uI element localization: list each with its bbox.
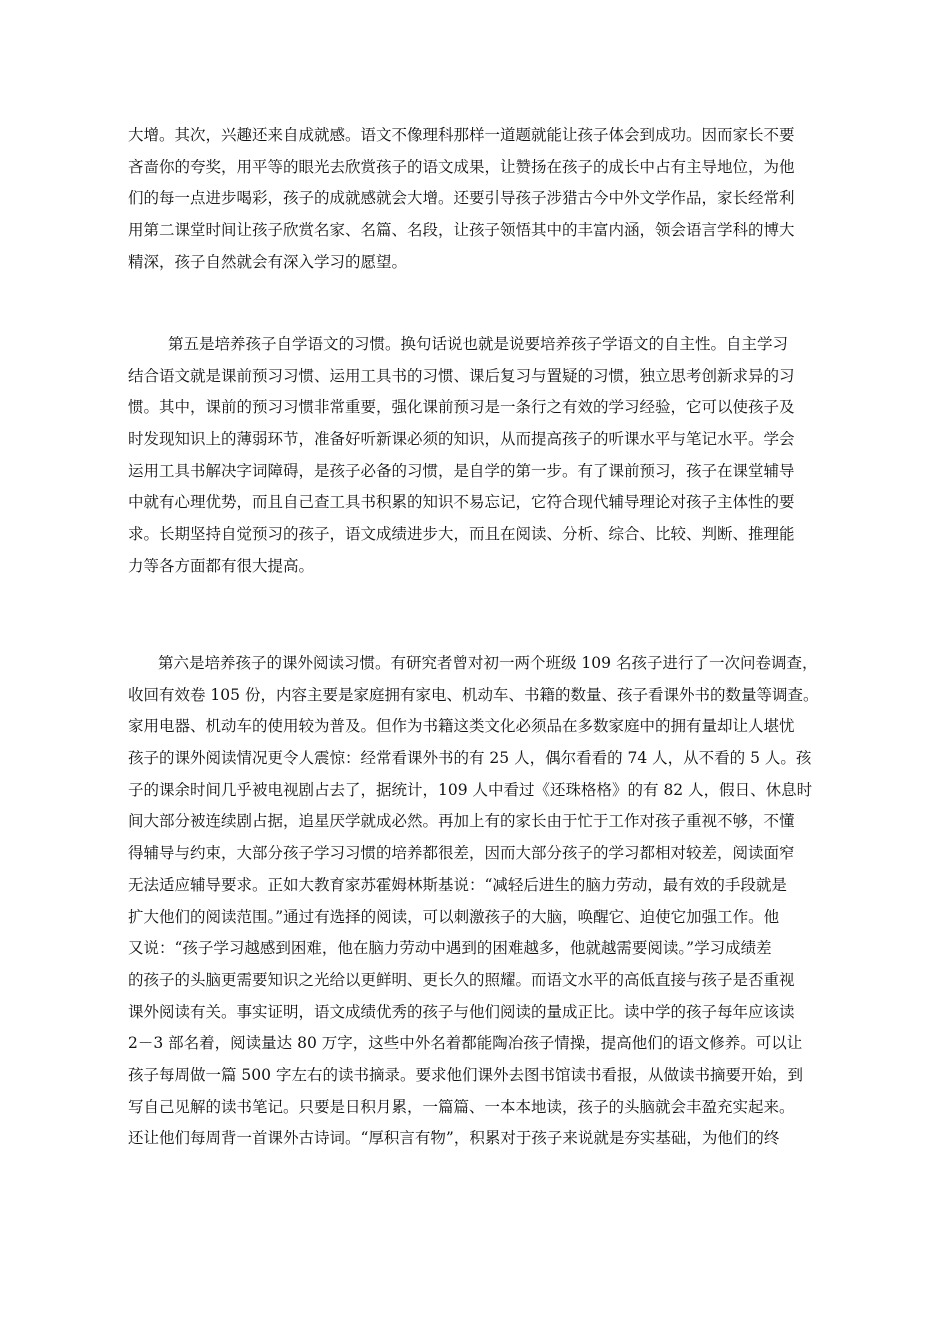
- text-line: 子的课余时间几乎被电视剧占去了，据统计，109 人中看过《还珠格格》的有 82 人，假日、休息时: [128, 780, 813, 799]
- text-line: 还让他们每周背一首课外古诗词。“厚积言有物”，积累对于孩子来说就是夯实基础，为他们的终: [128, 1129, 780, 1148]
- text-line: 惯。其中，课前的预习习惯非常重要，强化课前预习是一条行之有效的学习经验，它可以使孩子及: [128, 398, 795, 417]
- paragraph-self-study: [128, 329, 828, 583]
- text-line: 2－3 部名着，阅读量达 80 万字，这些中外名着都能陶冶孩子情操，提高他们的语文修养。可以让: [128, 1034, 803, 1053]
- text-line: 运用工具书解决字词障碍，是孩子必备的习惯，是自学的第一步。有了课前预习，孩子在课堂辅导: [128, 461, 795, 480]
- text-line: 得辅导与约束，大部分孩子学习习惯的培养都很差，因而大部分孩子的学习都相对较差，阅读面窄: [128, 844, 795, 863]
- text-line: 精深，孩子自然就会有深入学习的愿望。: [128, 252, 408, 271]
- paragraph-interest: [128, 120, 828, 278]
- text-line: 又说：“孩子学习越感到困难，他在脑力劳动中遇到的困难越多，他就越需要阅读。”学习成绩差: [128, 939, 772, 958]
- text-line: 第六是培养孩子的课外阅读习惯。有研究者曾对初一两个班级 109 名孩子进行了一次问卷调查，: [158, 654, 818, 672]
- text-line: 时发现知识上的薄弱环节，准备好听新课必须的知识，从而提高孩子的听课水平与笔记水平。学会: [128, 430, 795, 449]
- text-line: 用第二课堂时间让孩子欣赏名家、名篇、名段，让孩子领悟其中的丰富内涵，领会语言学科的博大: [128, 221, 795, 240]
- text-line: 吝啬你的夸奖，用平等的眼光去欣赏孩子的语文成果，让赞扬在孩子的成长中占有主导地位，为他: [128, 157, 795, 176]
- paragraph-reading: [128, 648, 828, 1155]
- text-line: 力等各方面都有很大提高。: [128, 556, 315, 575]
- text-line: 间大部分被连续剧占据，追星厌学就成必然。再加上有的家长由于忙于工作对孩子重视不够，不懂: [128, 812, 795, 831]
- text-line: 收回有效卷 105 份，内容主要是家庭拥有家电、机动车、书籍的数量、孩子看课外书的数量等调查。: [128, 685, 819, 704]
- text-line: 孩子每周做一篇 500 字左右的读书摘录。要求他们课外去图书馆读书看报，从做读书摘要开始，到: [128, 1065, 803, 1084]
- text-line: 大增。其次，兴趣还来自成就感。语文不像理科那样一道题就能让孩子体会到成功。因而家长不要: [128, 126, 795, 144]
- text-line: 第五是培养孩子自学语文的习惯。换句话说也就是说要培养孩子学语文的自主性。自主学习: [168, 335, 789, 353]
- text-line: 扩大他们的阅读范围。”通过有选择的阅读，可以刺激孩子的大脑，唤醒它、迫使它加强工作。他: [128, 907, 780, 926]
- text-line: 们的每一点进步喝彩，孩子的成就感就会大增。还要引导孩子涉猎古今中外文学作品，家长经常利: [128, 189, 795, 208]
- text-line: 无法适应辅导要求。正如大教育家苏霍姆林斯基说：“减轻后进生的脑力劳动，最有效的手段就是: [128, 875, 787, 894]
- text-line: 家用电器、机动车的使用较为普及。但作为书籍这类文化必须品在多数家庭中的拥有量却让人堪忧: [128, 717, 795, 736]
- text-line: 课外阅读有关。事实证明，语文成绩优秀的孩子与他们阅读的量成正比。读中学的孩子每年应该读: [128, 1002, 795, 1021]
- text-line: 的孩子的头脑更需要知识之光给以更鲜明、更长久的照耀。而语文水平的高低直接与孩子是否重视: [128, 970, 795, 989]
- text-line: 孩子的课外阅读情况更令人震惊：经常看课外书的有 25 人，偶尔看看的 74 人，从不看的 5 人。孩: [128, 749, 812, 768]
- text-line: 中就有心理优势，而且自己查工具书积累的知识不易忘记，它符合现代辅导理论对孩子主体性的要: [128, 493, 795, 512]
- text-line: 结合语文就是课前预习习惯、运用工具书的习惯、课后复习与置疑的习惯，独立思考创新求异的习: [128, 366, 795, 385]
- text-line: 写自己见解的读书笔记。只要是日积月累，一篇篇、一本本地读，孩子的头脑就会丰盈充实起来。: [128, 1097, 795, 1116]
- text-line: 求。长期坚持自觉预习的孩子，语文成绩进步大，而且在阅读、分析、综合、比较、判断、推理能: [128, 525, 795, 544]
